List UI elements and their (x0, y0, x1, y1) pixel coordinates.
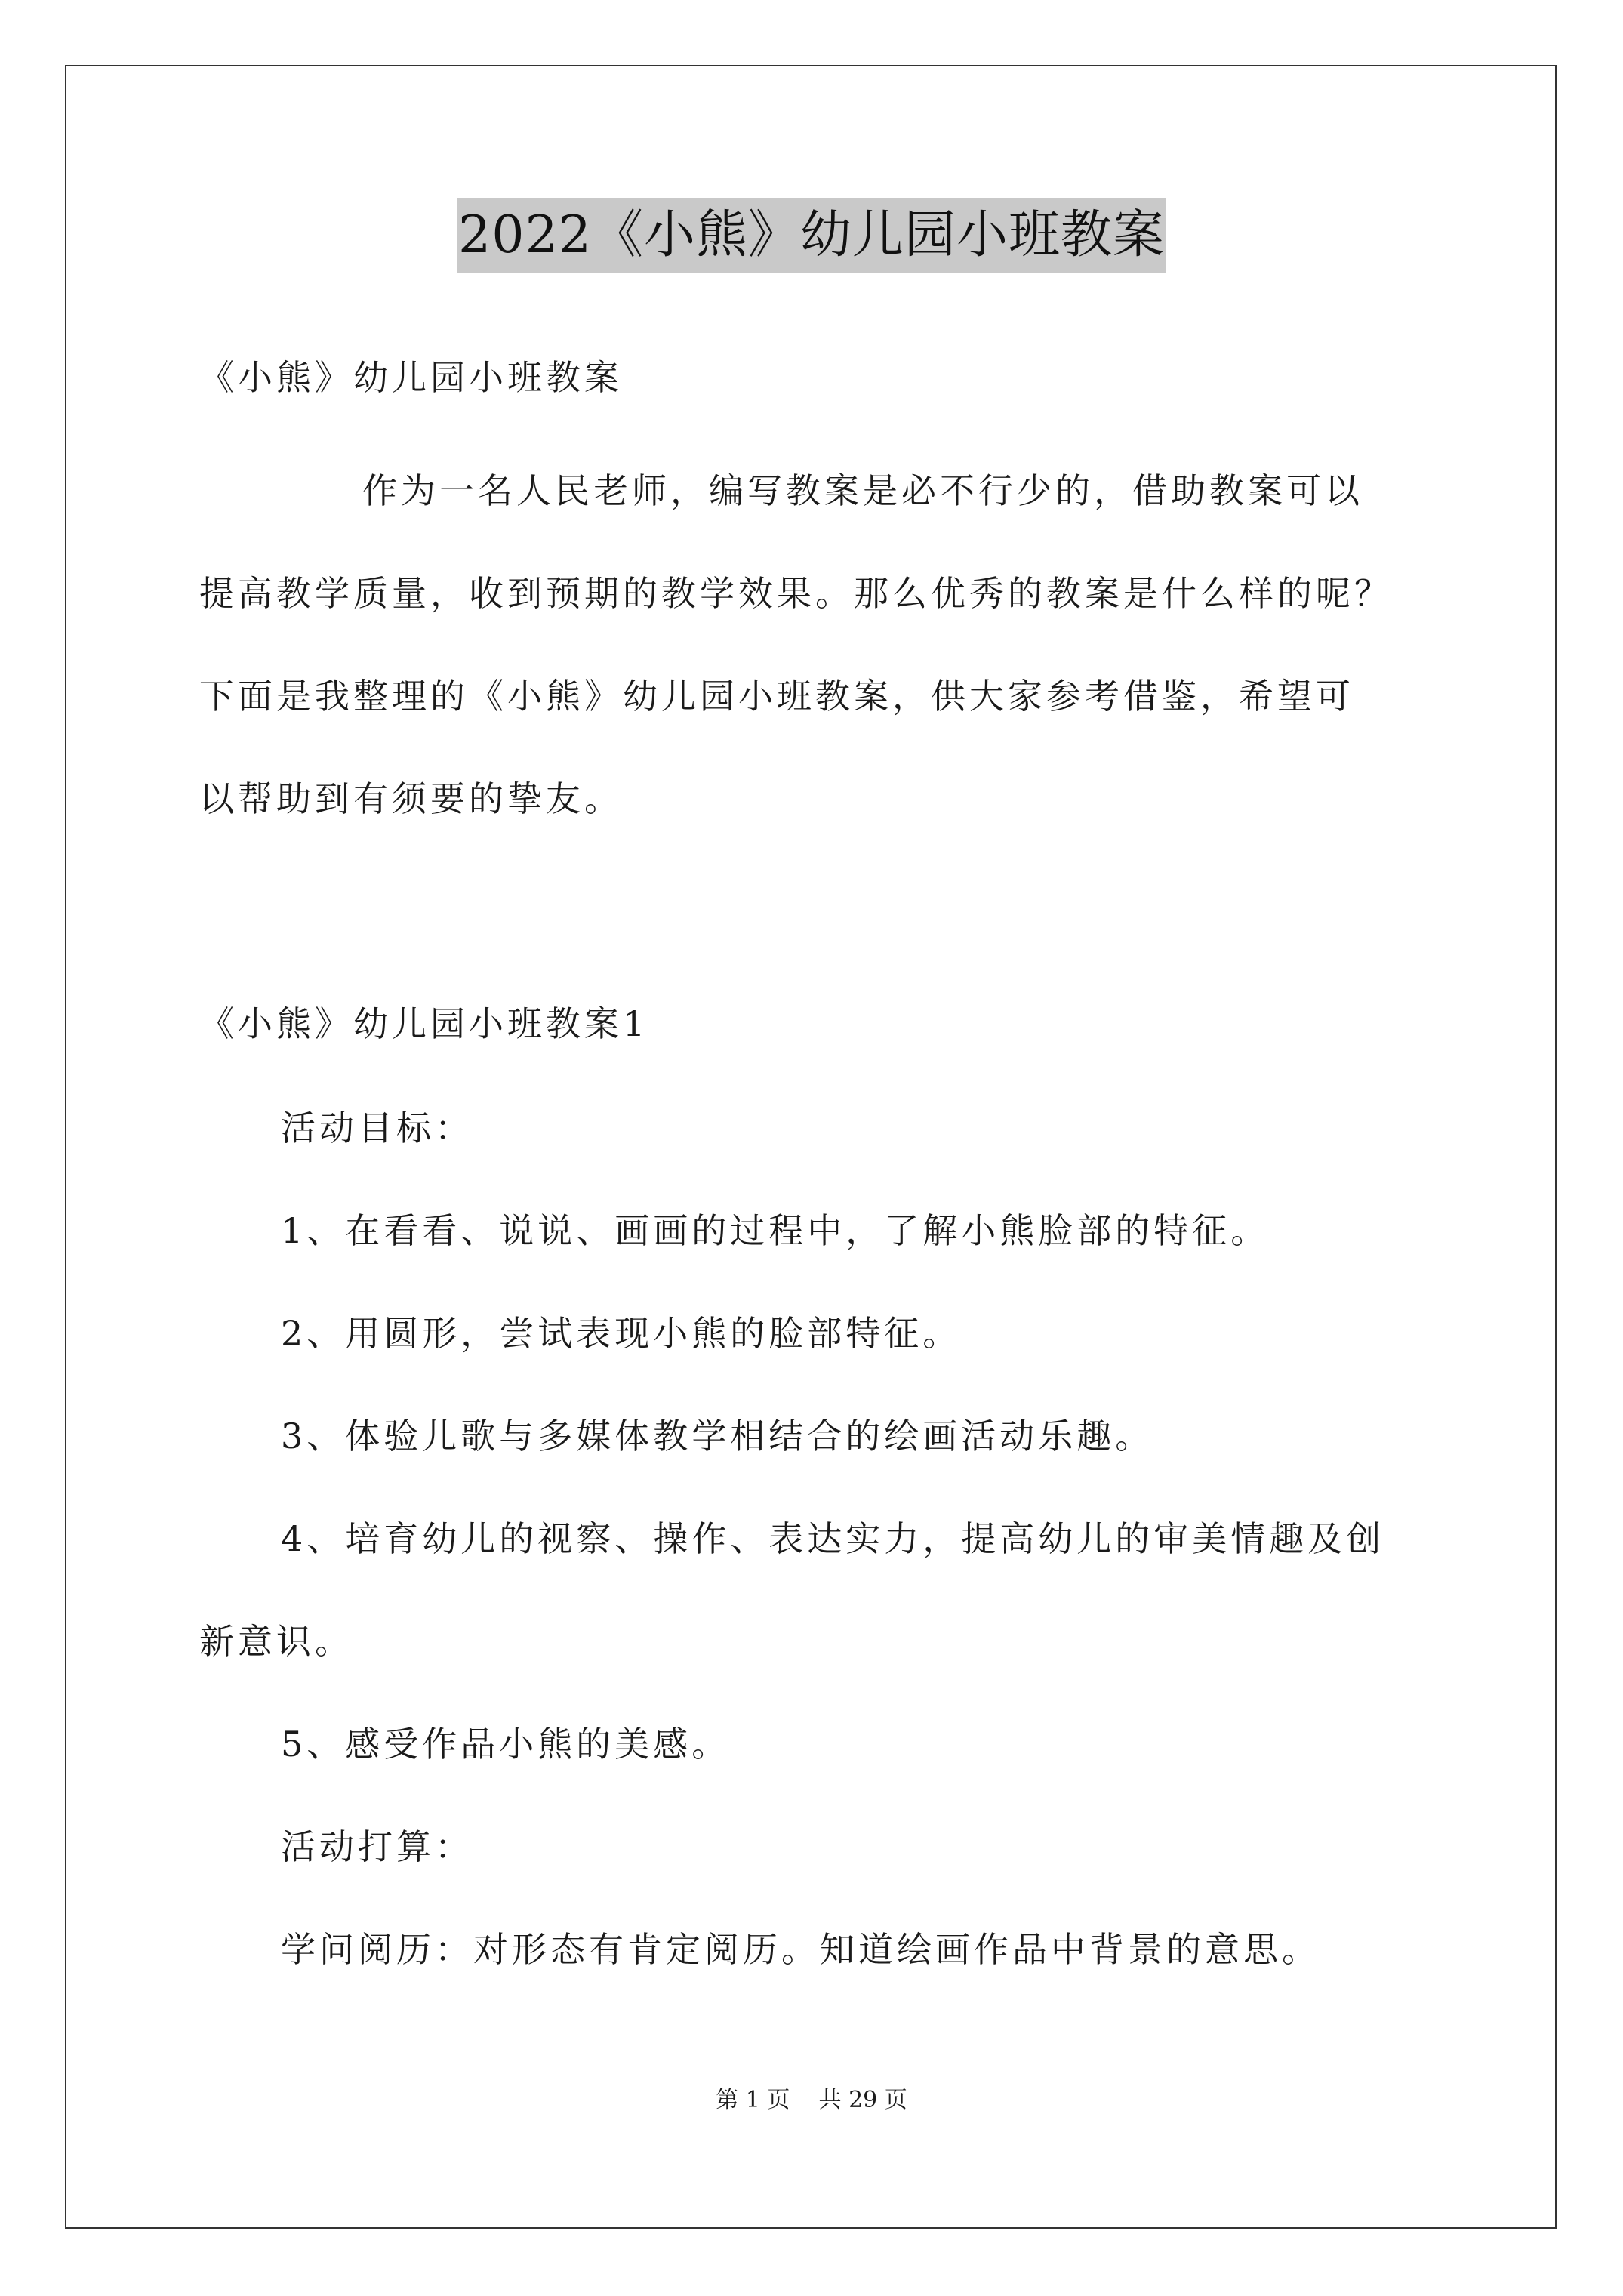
prep-text: 学问阅历：对形态有肯定阅历。知道绘画作品中背景的意思。 (281, 1929, 1320, 1970)
page-number: 第 1 页 (716, 2087, 790, 2113)
goal-item-4: 4、培育幼儿的视察、操作、表达实力，提高幼儿的审美情趣及创 (281, 1518, 1385, 1559)
goal-item-1: 1、在看看、说说、画画的过程中，了解小熊脸部的特征。 (281, 1210, 1270, 1251)
title-container (0, 198, 1623, 273)
goal-item-3: 3、体验儿歌与多媒体教学相结合的绘画活动乐趣。 (281, 1416, 1154, 1456)
intro-line-3: 下面是我整理的《小熊》幼儿园小班教案，供大家参考借鉴，希望可 (199, 676, 1354, 717)
document-subtitle: 《小熊》幼儿园小班教案 (199, 357, 623, 398)
intro-line-4: 以帮助到有须要的挚友。 (199, 778, 623, 819)
goal-item-2: 2、用圆形，尝试表现小熊的脸部特征。 (281, 1313, 962, 1354)
prep-label: 活动打算： (281, 1826, 473, 1867)
page-footer (0, 2085, 1623, 2116)
document-title: 2022《小熊》幼儿园小班教案 (457, 198, 1166, 273)
intro-line-2: 提高教学质量，收到预期的教学效果。那么优秀的教案是什么样的呢？ (199, 573, 1393, 614)
intro-line-1: 作为一名人民老师，编写教案是必不行少的，借助教案可以 (362, 470, 1363, 511)
goals-label: 活动目标： (281, 1108, 473, 1148)
goal-item-4-continued: 新意识。 (199, 1621, 353, 1662)
section-heading: 《小熊》幼儿园小班教案1 (199, 1003, 649, 1044)
goal-item-5: 5、感受作品小熊的美感。 (281, 1724, 731, 1764)
page-total: 共 29 页 (818, 2087, 907, 2113)
